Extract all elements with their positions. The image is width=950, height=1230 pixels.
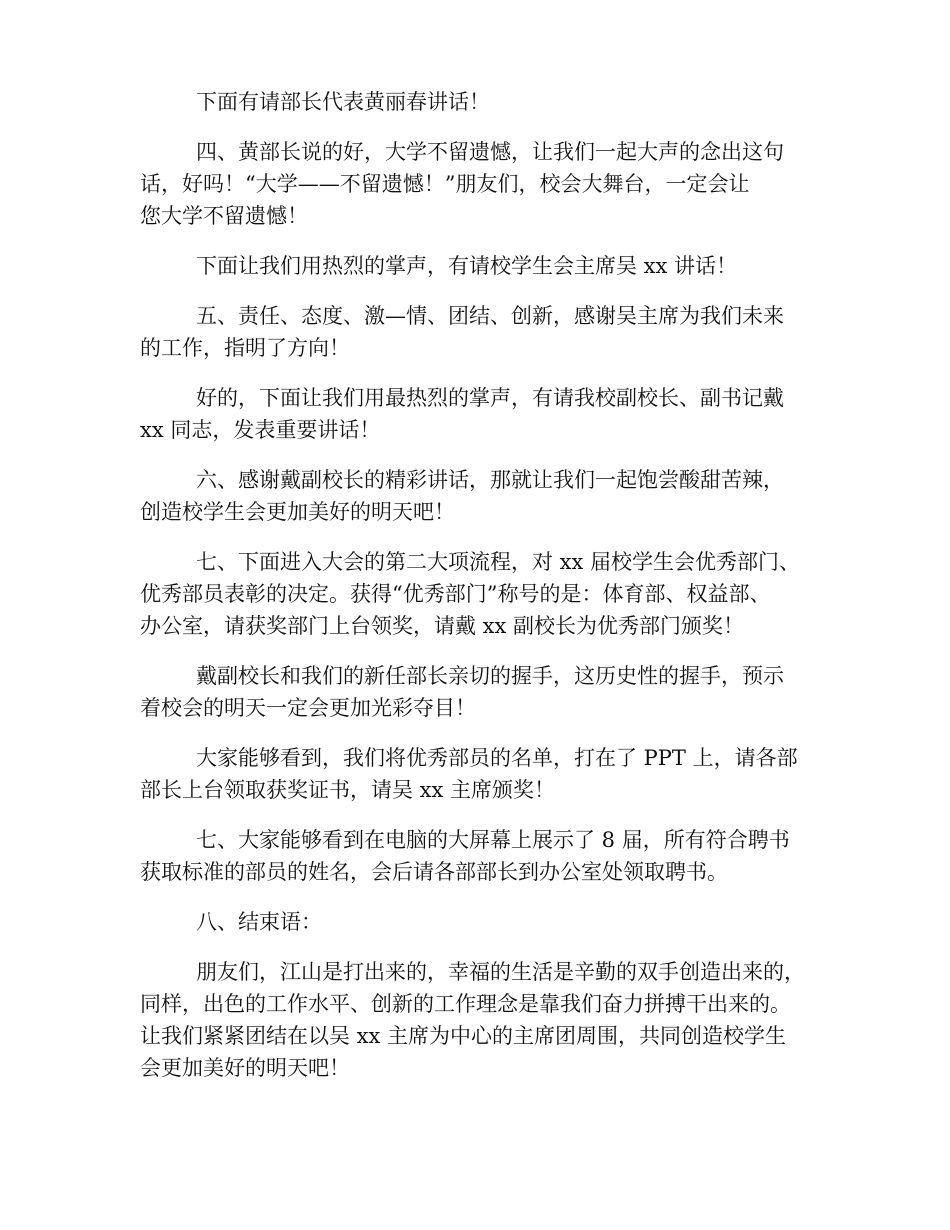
text-line: 大家能够看到，我们将优秀部员的名单，打在了 PPT 上，请各部	[196, 746, 798, 770]
paragraph	[140, 956, 812, 1084]
text-line: 下面有请部长代表黄丽春讲话！	[196, 90, 490, 114]
paragraph	[140, 86, 812, 118]
text-line: 四、黄部长说的好，大学不留遗憾，让我们一起大声的念出这句	[196, 140, 784, 164]
paragraph	[140, 382, 812, 446]
text-line: 会更加美好的明天吧！	[140, 1056, 350, 1080]
text-line: 七、下面进入大会的第二大项流程，对 xx 届校学生会优秀部门、	[196, 550, 801, 574]
text-line: 八、结束语：	[196, 910, 322, 934]
text-line: 七、大家能够看到在电脑的大屏幕上展示了 8 届，所有符合聘书	[196, 828, 790, 852]
text-line: 创造校学生会更加美好的明天吧！	[140, 500, 455, 524]
text-line: 让我们紧紧团结在以吴 xx 主席为中心的主席团周围，共同创造校学生	[140, 1024, 787, 1048]
text-line: 话，好吗！“大学——不留遗憾！”朋友们，校会大舞台，一定会让	[140, 172, 750, 196]
paragraph	[140, 824, 812, 888]
text-line: 下面让我们用热烈的掌声，有请校学生会主席吴 xx 讲话！	[196, 254, 738, 278]
paragraph	[140, 136, 812, 232]
text-line: 优秀部员表彰的决定。获得“优秀部门”称号的是：体育部、权益部、	[140, 582, 771, 606]
text-line: 部长上台领取获奖证书，请吴 xx 主席颁奖！	[140, 778, 556, 802]
paragraph	[140, 906, 812, 938]
text-line: 获取标准的部员的姓名，会后请各部部长到办公室处领取聘书。	[140, 860, 728, 884]
paragraph	[140, 546, 812, 642]
paragraph	[140, 300, 812, 364]
text-line: 您大学不留遗憾！	[140, 204, 308, 228]
text-line: 朋友们，江山是打出来的，幸福的生活是辛勤的双手创造出来的，	[196, 960, 805, 984]
paragraph	[140, 250, 812, 282]
text-line: 办公室，请获奖部门上台领奖，请戴 xx 副校长为优秀部门颁奖！	[140, 614, 745, 638]
text-line: 五、责任、态度、激—情、团结、创新，感谢吴主席为我们未来	[196, 304, 784, 328]
text-line: 好的，下面让我们用最热烈的掌声，有请我校副校长、副书记戴	[196, 386, 784, 410]
text-line: 的工作，指明了方向！	[140, 336, 350, 360]
text-line: 六、感谢戴副校长的精彩讲话，那就让我们一起饱尝酸甜苦辣，	[196, 468, 784, 492]
text-line: 戴副校长和我们的新任部长亲切的握手，这历史性的握手，预示	[196, 664, 784, 688]
paragraph	[140, 660, 812, 724]
paragraph	[140, 464, 812, 528]
text-line: xx 同志，发表重要讲话！	[140, 418, 381, 442]
document-body	[140, 86, 812, 1102]
text-line: 同样，出色的工作水平、创新的工作理念是靠我们奋力拼搏干出来的。	[140, 992, 791, 1016]
text-line: 着校会的明天一定会更加光彩夺目！	[140, 696, 476, 720]
paragraph	[140, 742, 812, 806]
